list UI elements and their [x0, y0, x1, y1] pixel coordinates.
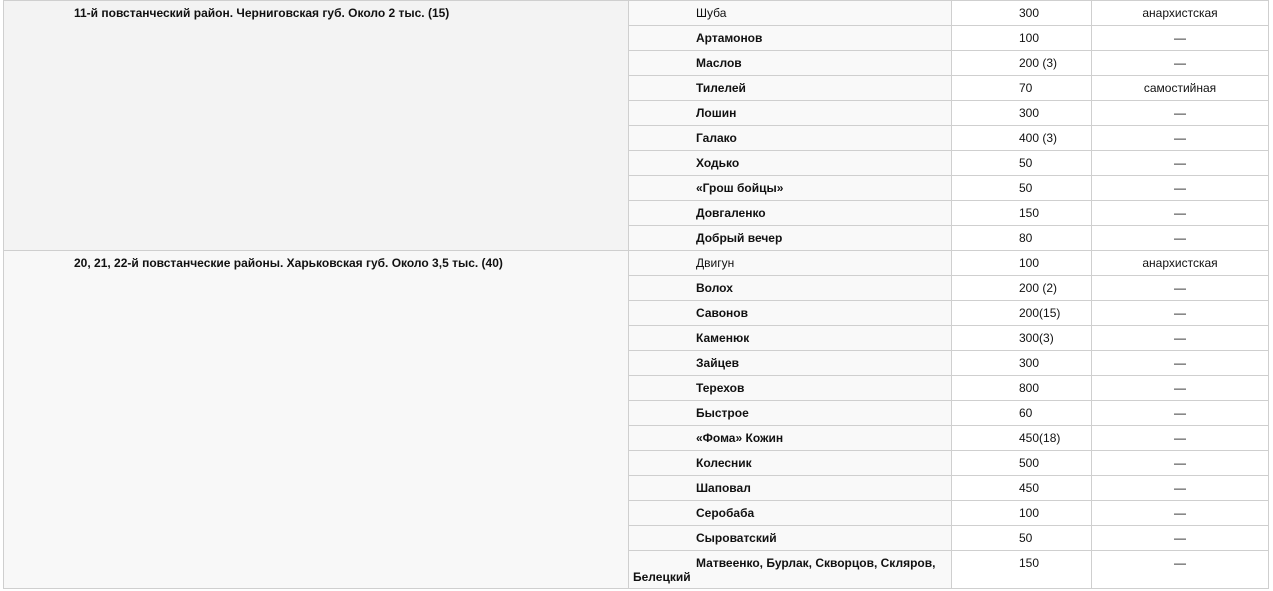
detachment-count: 200(15)	[952, 301, 1092, 326]
detachment-name: Лошин	[629, 101, 952, 126]
district-cell: 11-й повстанческий район. Черниговская губ. Около 2 тыс. (15)	[4, 1, 629, 251]
table-row	[4, 1, 1269, 26]
detachment-count: 300	[952, 1, 1092, 26]
detachment-name: Шаповал	[629, 476, 952, 501]
detachment-name: «Фома» Кожин	[629, 426, 952, 451]
detachment-name: Артамонов	[629, 26, 952, 51]
detachment-count: 100	[952, 26, 1092, 51]
detachment-party: —	[1092, 151, 1269, 176]
detachment-party: анархистская	[1092, 1, 1269, 26]
detachment-name: Быстрое	[629, 401, 952, 426]
detachment-party: —	[1092, 101, 1269, 126]
detachment-count: 800	[952, 376, 1092, 401]
detachment-party: —	[1092, 401, 1269, 426]
detachment-name-line2: Белецкий	[633, 570, 691, 584]
detachment-name: Тилелей	[629, 76, 952, 101]
detachment-name: Волох	[629, 276, 952, 301]
detachment-party: —	[1092, 351, 1269, 376]
detachment-party: —	[1092, 501, 1269, 526]
detachment-party: —	[1092, 476, 1269, 501]
detachment-party: —	[1092, 526, 1269, 551]
detachment-count: 100	[952, 251, 1092, 276]
detachment-count: 150	[952, 201, 1092, 226]
detachment-name: Добрый вечер	[629, 226, 952, 251]
detachment-name: Довгаленко	[629, 201, 952, 226]
detachment-count: 450	[952, 476, 1092, 501]
detachment-name: «Грош бойцы»	[629, 176, 952, 201]
detachment-name-line1: Матвеенко, Бурлак, Скворцов, Скляров,	[696, 556, 936, 570]
detachment-party: —	[1092, 551, 1269, 589]
detachment-name: Галако	[629, 126, 952, 151]
detachments-table	[3, 0, 1269, 589]
detachment-count: 50	[952, 176, 1092, 201]
detachment-party: —	[1092, 126, 1269, 151]
detachment-name: Ходько	[629, 151, 952, 176]
detachment-party: —	[1092, 51, 1269, 76]
detachment-name: Маслов	[629, 51, 952, 76]
detachment-count: 200 (2)	[952, 276, 1092, 301]
district-group-1	[4, 1, 1269, 251]
detachment-party: —	[1092, 426, 1269, 451]
detachment-party: —	[1092, 26, 1269, 51]
detachment-party: —	[1092, 301, 1269, 326]
detachment-party: —	[1092, 451, 1269, 476]
detachment-party: —	[1092, 326, 1269, 351]
detachment-count: 100	[952, 501, 1092, 526]
detachment-party: —	[1092, 226, 1269, 251]
detachment-name: Колесник	[629, 451, 952, 476]
detachment-count: 70	[952, 76, 1092, 101]
detachment-name: Савонов	[629, 301, 952, 326]
detachment-name: Терехов	[629, 376, 952, 401]
detachment-count: 400 (3)	[952, 126, 1092, 151]
table-row	[4, 251, 1269, 276]
detachment-name: Шуба	[629, 1, 952, 26]
detachment-party: —	[1092, 276, 1269, 301]
detachment-count: 80	[952, 226, 1092, 251]
detachment-count: 300	[952, 351, 1092, 376]
detachment-name: Серобаба	[629, 501, 952, 526]
district-group-2	[4, 251, 1269, 589]
detachment-name: Зайцев	[629, 351, 952, 376]
detachment-party: анархистская	[1092, 251, 1269, 276]
detachment-count: 50	[952, 151, 1092, 176]
detachment-party: —	[1092, 201, 1269, 226]
detachment-count: 300(3)	[952, 326, 1092, 351]
detachment-count: 450(18)	[952, 426, 1092, 451]
detachment-party: самостийная	[1092, 76, 1269, 101]
detachment-name: Сыроватский	[629, 526, 952, 551]
detachment-count: 300	[952, 101, 1092, 126]
detachment-name: Двигун	[629, 251, 952, 276]
detachment-party: —	[1092, 376, 1269, 401]
detachment-count: 50	[952, 526, 1092, 551]
detachment-name: Каменюк	[629, 326, 952, 351]
district-cell: 20, 21, 22-й повстанческие районы. Харьковская губ. Около 3,5 тыс. (40)	[4, 251, 629, 589]
detachment-party: —	[1092, 176, 1269, 201]
detachment-count: 200 (3)	[952, 51, 1092, 76]
detachment-count: 60	[952, 401, 1092, 426]
detachment-count: 150	[952, 551, 1092, 589]
detachment-count: 500	[952, 451, 1092, 476]
detachment-name	[629, 551, 952, 589]
